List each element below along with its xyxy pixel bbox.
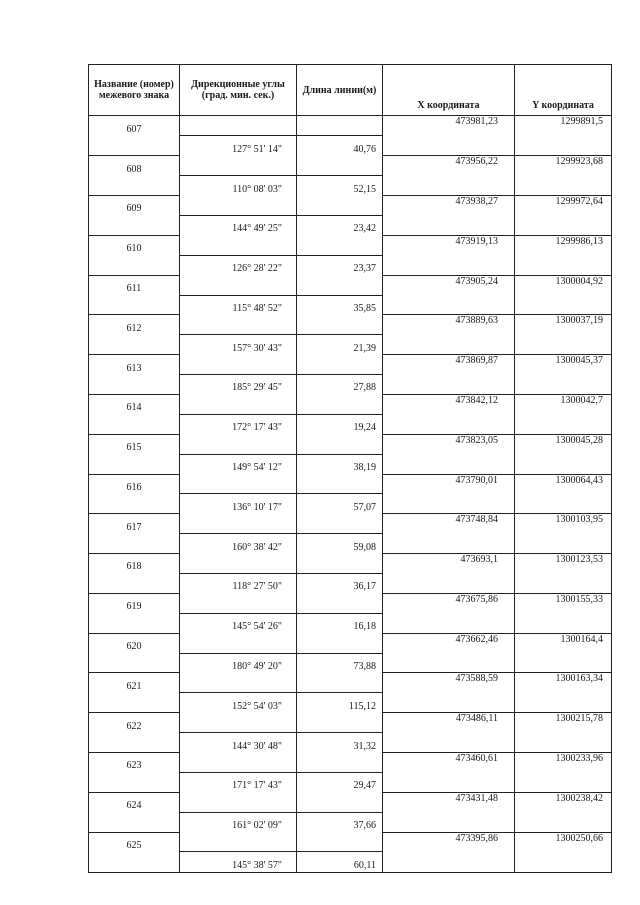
table-row-segment xyxy=(89,255,612,275)
line-length-cell: 38,19 xyxy=(297,454,383,474)
empty-cell xyxy=(89,295,180,315)
empty-cell xyxy=(89,733,180,753)
x-coordinate-cell: 473460,61 xyxy=(383,753,515,773)
empty-cell xyxy=(89,255,180,275)
line-length-cell: 23,37 xyxy=(297,255,383,275)
table-row-point xyxy=(89,474,612,494)
line-length-cell: 36,17 xyxy=(297,573,383,593)
empty-cell xyxy=(89,215,180,235)
empty-cell xyxy=(89,693,180,713)
direction-angle-cell: 185° 29' 45" xyxy=(180,375,297,395)
table-row-point xyxy=(89,394,612,414)
table-row-point xyxy=(89,713,612,733)
empty-cell xyxy=(297,355,383,375)
direction-angle-cell: 180° 49' 20" xyxy=(180,653,297,673)
empty-cell xyxy=(515,454,612,474)
point-name-cell: 615 xyxy=(89,434,180,454)
table-row-point xyxy=(89,355,612,375)
point-name-cell: 616 xyxy=(89,474,180,494)
direction-angle-cell: 118° 27' 50" xyxy=(180,573,297,593)
empty-cell xyxy=(180,275,297,295)
line-length-cell: 59,08 xyxy=(297,534,383,554)
point-name-cell: 621 xyxy=(89,673,180,693)
empty-cell xyxy=(297,434,383,454)
table-row-segment xyxy=(89,414,612,434)
empty-cell xyxy=(383,215,515,235)
empty-cell xyxy=(89,812,180,832)
empty-cell xyxy=(180,554,297,574)
empty-cell xyxy=(180,355,297,375)
empty-cell xyxy=(515,335,612,355)
x-coordinate-cell: 473588,59 xyxy=(383,673,515,693)
empty-cell xyxy=(89,454,180,474)
table-row-point xyxy=(89,235,612,255)
empty-cell xyxy=(180,832,297,852)
empty-cell xyxy=(297,235,383,255)
point-name-cell: 612 xyxy=(89,315,180,335)
line-length-cell: 16,18 xyxy=(297,613,383,633)
direction-angle-cell: 144° 49' 25" xyxy=(180,215,297,235)
empty-cell xyxy=(383,772,515,792)
direction-angle-cell: 160° 38' 42" xyxy=(180,534,297,554)
empty-cell xyxy=(89,613,180,633)
y-coordinate-cell: 1300163,34 xyxy=(515,673,612,693)
table-row-point xyxy=(89,275,612,295)
empty-cell xyxy=(383,613,515,633)
y-coordinate-cell: 1300238,42 xyxy=(515,792,612,812)
y-coordinate-cell: 1300233,96 xyxy=(515,753,612,773)
empty-cell xyxy=(89,852,180,872)
x-coordinate-cell: 473823,05 xyxy=(383,434,515,454)
empty-cell xyxy=(89,136,180,156)
y-coordinate-cell: 1300103,95 xyxy=(515,514,612,534)
x-coordinate-cell: 473956,22 xyxy=(383,156,515,176)
x-coordinate-cell: 473395,86 xyxy=(383,832,515,852)
table-row-segment xyxy=(89,375,612,395)
empty-cell xyxy=(383,653,515,673)
empty-cell xyxy=(515,693,612,713)
line-length-cell: 115,12 xyxy=(297,693,383,713)
line-length-cell: 40,76 xyxy=(297,136,383,156)
empty-cell xyxy=(515,733,612,753)
empty-cell xyxy=(515,494,612,514)
table-row-segment xyxy=(89,176,612,196)
empty-cell xyxy=(89,573,180,593)
y-coordinate-cell: 1299891,5 xyxy=(515,116,612,136)
empty-cell xyxy=(297,474,383,494)
empty-cell xyxy=(383,733,515,753)
table-body xyxy=(89,116,612,873)
header-line-length: Длина линии(м) xyxy=(297,65,383,116)
x-coordinate-cell: 473842,12 xyxy=(383,394,515,414)
point-name-cell: 619 xyxy=(89,593,180,613)
y-coordinate-cell: 1300064,43 xyxy=(515,474,612,494)
direction-angle-cell: 149° 54' 12" xyxy=(180,454,297,474)
empty-cell xyxy=(515,534,612,554)
empty-cell xyxy=(180,713,297,733)
point-name-cell: 622 xyxy=(89,713,180,733)
point-name-cell: 623 xyxy=(89,753,180,773)
empty-cell xyxy=(180,235,297,255)
direction-angle-cell: 136° 10' 17" xyxy=(180,494,297,514)
empty-cell xyxy=(515,136,612,156)
empty-cell xyxy=(297,832,383,852)
empty-cell xyxy=(515,414,612,434)
line-length-cell: 37,66 xyxy=(297,812,383,832)
x-coordinate-cell: 473675,86 xyxy=(383,593,515,613)
table-row-segment xyxy=(89,335,612,355)
x-coordinate-cell: 473919,13 xyxy=(383,235,515,255)
empty-cell xyxy=(180,514,297,534)
line-length-cell: 31,32 xyxy=(297,733,383,753)
empty-cell xyxy=(383,375,515,395)
direction-angle-cell: 115° 48' 52" xyxy=(180,295,297,315)
empty-cell xyxy=(180,753,297,773)
empty-cell xyxy=(89,772,180,792)
empty-cell xyxy=(297,673,383,693)
table-row-point xyxy=(89,434,612,454)
y-coordinate-cell: 1300045,37 xyxy=(515,355,612,375)
empty-cell xyxy=(297,275,383,295)
empty-cell xyxy=(180,156,297,176)
empty-cell xyxy=(297,633,383,653)
empty-cell xyxy=(297,593,383,613)
empty-cell xyxy=(383,852,515,872)
empty-cell xyxy=(515,613,612,633)
empty-cell xyxy=(89,375,180,395)
empty-cell xyxy=(180,633,297,653)
empty-cell xyxy=(515,852,612,872)
point-name-cell: 625 xyxy=(89,832,180,852)
x-coordinate-cell: 473431,48 xyxy=(383,792,515,812)
empty-cell xyxy=(383,494,515,514)
y-coordinate-cell: 1299923,68 xyxy=(515,156,612,176)
table-row-point xyxy=(89,633,612,653)
empty-cell xyxy=(89,534,180,554)
x-coordinate-cell: 473790,01 xyxy=(383,474,515,494)
empty-cell xyxy=(297,116,383,136)
empty-cell xyxy=(297,792,383,812)
line-length-cell: 52,15 xyxy=(297,176,383,196)
y-coordinate-cell: 1299986,13 xyxy=(515,235,612,255)
direction-angle-cell: 161° 02' 09" xyxy=(180,812,297,832)
empty-cell xyxy=(297,315,383,335)
x-coordinate-cell: 473486,11 xyxy=(383,713,515,733)
y-coordinate-cell: 1300004,92 xyxy=(515,275,612,295)
empty-cell xyxy=(89,335,180,355)
table-row-segment xyxy=(89,653,612,673)
table-row-segment xyxy=(89,852,612,872)
empty-cell xyxy=(383,812,515,832)
empty-cell xyxy=(297,394,383,414)
empty-cell xyxy=(297,713,383,733)
table-row-point xyxy=(89,792,612,812)
direction-angle-cell: 157° 30' 43" xyxy=(180,335,297,355)
table-row-segment xyxy=(89,613,612,633)
table-row-point xyxy=(89,832,612,852)
table-row-segment xyxy=(89,215,612,235)
line-length-cell: 57,07 xyxy=(297,494,383,514)
line-length-cell: 23,42 xyxy=(297,215,383,235)
table-row-segment xyxy=(89,573,612,593)
boundary-points-table-sheet xyxy=(88,64,611,873)
table-row-segment xyxy=(89,295,612,315)
y-coordinate-cell: 1300037,19 xyxy=(515,315,612,335)
table-row-segment xyxy=(89,454,612,474)
x-coordinate-cell: 473889,63 xyxy=(383,315,515,335)
empty-cell xyxy=(89,414,180,434)
point-name-cell: 613 xyxy=(89,355,180,375)
table-row-point xyxy=(89,315,612,335)
point-name-cell: 624 xyxy=(89,792,180,812)
table-row-point xyxy=(89,554,612,574)
x-coordinate-cell: 473869,87 xyxy=(383,355,515,375)
x-coordinate-cell: 473693,1 xyxy=(383,554,515,574)
empty-cell xyxy=(515,772,612,792)
point-name-cell: 614 xyxy=(89,394,180,414)
direction-angle-cell: 171° 17' 43" xyxy=(180,772,297,792)
empty-cell xyxy=(383,573,515,593)
empty-cell xyxy=(89,494,180,514)
header-direction-angle: Дирекционные углы (град. мин. сек.) xyxy=(180,65,297,116)
y-coordinate-cell: 1300250,66 xyxy=(515,832,612,852)
empty-cell xyxy=(383,136,515,156)
table-row-segment xyxy=(89,693,612,713)
y-coordinate-cell: 1300164,4 xyxy=(515,633,612,653)
empty-cell xyxy=(297,753,383,773)
empty-cell xyxy=(180,196,297,216)
table-row-segment xyxy=(89,772,612,792)
direction-angle-cell: 144° 30' 48" xyxy=(180,733,297,753)
empty-cell xyxy=(515,653,612,673)
table-header-row xyxy=(89,65,612,116)
header-x-coordinate: X координата xyxy=(383,65,515,116)
empty-cell xyxy=(180,673,297,693)
table-row-segment xyxy=(89,812,612,832)
empty-cell xyxy=(89,176,180,196)
line-length-cell: 29,47 xyxy=(297,772,383,792)
x-coordinate-cell: 473905,24 xyxy=(383,275,515,295)
x-coordinate-cell: 473748,84 xyxy=(383,514,515,534)
header-point-name: Название (номер) межевого знака xyxy=(89,65,180,116)
empty-cell xyxy=(515,295,612,315)
empty-cell xyxy=(180,116,297,136)
table-row-point xyxy=(89,514,612,534)
table-row-segment xyxy=(89,733,612,753)
empty-cell xyxy=(383,454,515,474)
empty-cell xyxy=(515,176,612,196)
line-length-cell: 60,11 xyxy=(297,852,383,872)
empty-cell xyxy=(297,196,383,216)
empty-cell xyxy=(383,176,515,196)
direction-angle-cell: 110° 08' 03" xyxy=(180,176,297,196)
line-length-cell: 19,24 xyxy=(297,414,383,434)
point-name-cell: 620 xyxy=(89,633,180,653)
point-name-cell: 618 xyxy=(89,554,180,574)
x-coordinate-cell: 473938,27 xyxy=(383,196,515,216)
table-row-point xyxy=(89,196,612,216)
empty-cell xyxy=(383,295,515,315)
empty-cell xyxy=(515,375,612,395)
point-name-cell: 608 xyxy=(89,156,180,176)
direction-angle-cell: 172° 17' 43" xyxy=(180,414,297,434)
empty-cell xyxy=(180,315,297,335)
x-coordinate-cell: 473662,46 xyxy=(383,633,515,653)
x-coordinate-cell: 473981,23 xyxy=(383,116,515,136)
line-length-cell: 73,88 xyxy=(297,653,383,673)
y-coordinate-cell: 1300155,33 xyxy=(515,593,612,613)
direction-angle-cell: 127° 51' 14" xyxy=(180,136,297,156)
empty-cell xyxy=(180,474,297,494)
direction-angle-cell: 152° 54' 03" xyxy=(180,693,297,713)
empty-cell xyxy=(515,255,612,275)
empty-cell xyxy=(297,156,383,176)
empty-cell xyxy=(383,335,515,355)
point-name-cell: 609 xyxy=(89,196,180,216)
empty-cell xyxy=(383,693,515,713)
empty-cell xyxy=(180,394,297,414)
table-row-point xyxy=(89,116,612,136)
empty-cell xyxy=(383,255,515,275)
y-coordinate-cell: 1300042,7 xyxy=(515,394,612,414)
table-row-segment xyxy=(89,534,612,554)
point-name-cell: 611 xyxy=(89,275,180,295)
header-y-coordinate: Y координата xyxy=(515,65,612,116)
empty-cell xyxy=(297,514,383,534)
table-row-segment xyxy=(89,494,612,514)
line-length-cell: 27,88 xyxy=(297,375,383,395)
empty-cell xyxy=(89,653,180,673)
y-coordinate-cell: 1300045,28 xyxy=(515,434,612,454)
point-name-cell: 607 xyxy=(89,116,180,136)
empty-cell xyxy=(180,593,297,613)
empty-cell xyxy=(180,792,297,812)
direction-angle-cell: 145° 54' 26" xyxy=(180,613,297,633)
line-length-cell: 35,85 xyxy=(297,295,383,315)
table-row-point xyxy=(89,593,612,613)
empty-cell xyxy=(383,414,515,434)
table-row-point xyxy=(89,156,612,176)
empty-cell xyxy=(383,534,515,554)
empty-cell xyxy=(180,434,297,454)
y-coordinate-cell: 1300123,53 xyxy=(515,554,612,574)
empty-cell xyxy=(297,554,383,574)
direction-angle-cell: 126° 28' 22" xyxy=(180,255,297,275)
y-coordinate-cell: 1299972,64 xyxy=(515,196,612,216)
direction-angle-cell: 145° 38' 57" xyxy=(180,852,297,872)
point-name-cell: 617 xyxy=(89,514,180,534)
table-row-point xyxy=(89,753,612,773)
empty-cell xyxy=(515,215,612,235)
boundary-points-table xyxy=(88,64,612,873)
empty-cell xyxy=(515,573,612,593)
point-name-cell: 610 xyxy=(89,235,180,255)
line-length-cell: 21,39 xyxy=(297,335,383,355)
empty-cell xyxy=(515,812,612,832)
y-coordinate-cell: 1300215,78 xyxy=(515,713,612,733)
table-row-segment xyxy=(89,136,612,156)
table-row-point xyxy=(89,673,612,693)
